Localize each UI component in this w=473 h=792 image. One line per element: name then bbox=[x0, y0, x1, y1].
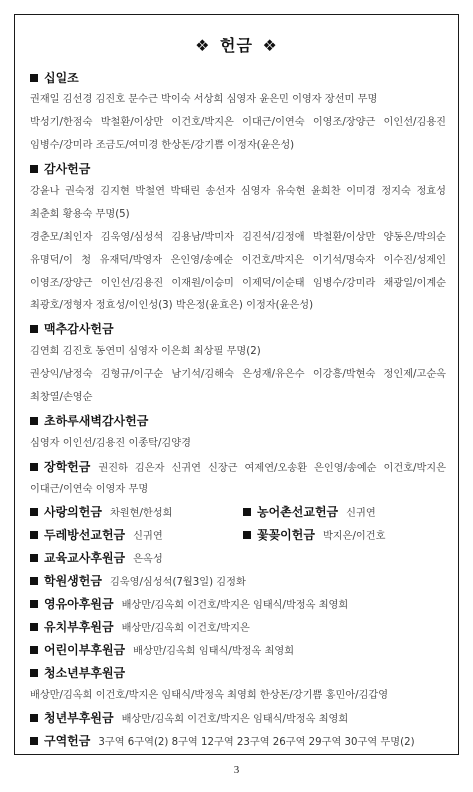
section-heading-dawn-thanksgiving bbox=[30, 410, 446, 433]
tithe-donors-line-1: 권재일 김선경 김진호 문수근 박이숙 서상희 심영자 윤은민 이영자 장선미 무명 bbox=[30, 94, 378, 106]
square-bullet-icon bbox=[30, 646, 38, 654]
section-teacher-support bbox=[30, 547, 446, 570]
section-love-offering bbox=[30, 501, 243, 524]
section-kindergarten-support bbox=[30, 616, 446, 639]
section-heading-label: 농어촌선교헌금 bbox=[257, 505, 339, 520]
section-young-adult-support bbox=[30, 707, 446, 730]
two-column-row bbox=[30, 501, 446, 524]
square-bullet-icon bbox=[30, 508, 38, 516]
offering-frame bbox=[14, 14, 459, 755]
square-bullet-icon bbox=[30, 623, 38, 631]
square-bullet-icon bbox=[30, 714, 38, 722]
section-heading-harvest-thanksgiving bbox=[30, 318, 446, 341]
section-heading-label: 어린이부후원금 bbox=[44, 642, 126, 657]
dawn-donors-line-1: 심영자 이인선/김용진 이종탁/김양경 bbox=[30, 437, 191, 449]
square-bullet-icon bbox=[243, 531, 251, 539]
section-children-support bbox=[30, 639, 446, 662]
durebang-mission-donors: 신귀연 bbox=[133, 531, 163, 543]
section-heading-label: 영유아후원금 bbox=[44, 596, 114, 611]
rural-mission-donors: 신귀연 bbox=[346, 508, 376, 520]
scholarship-donors-line-2: 이대근/이연숙 이영자 무명 bbox=[30, 483, 149, 495]
square-bullet-icon bbox=[30, 165, 38, 173]
section-durebang-mission bbox=[30, 524, 243, 547]
section-heading-label: 맥추감사헌금 bbox=[44, 322, 114, 337]
square-bullet-icon bbox=[243, 508, 251, 516]
section-academy-student bbox=[30, 570, 446, 593]
section-heading-label: 십일조 bbox=[44, 70, 79, 85]
square-bullet-icon bbox=[30, 74, 38, 82]
section-heading-tithe bbox=[30, 67, 446, 90]
thanksgiving-donors-line-1: 강윤나 권숙정 김지현 박철연 박태린 송선자 심영자 유숙현 윤희찬 이미경 정지숙 정효성 bbox=[30, 185, 446, 197]
two-column-row bbox=[30, 524, 446, 547]
offering-list bbox=[30, 67, 446, 754]
section-heading-label: 두레방선교헌금 bbox=[44, 528, 126, 543]
thanksgiving-donors-line-2: 최춘희 황용숙 무명(5) bbox=[30, 208, 130, 220]
square-bullet-icon bbox=[30, 737, 38, 745]
section-heading-label: 초하루새벽감사헌금 bbox=[44, 413, 149, 428]
flower-offering-donors: 박지은/이건호 bbox=[322, 531, 386, 543]
section-rural-mission bbox=[243, 501, 446, 524]
young-adult-support-donors: 배상만/김옥희 이건호/박지은 임태식/박정옥 최영희 bbox=[121, 714, 349, 726]
square-bullet-icon bbox=[30, 463, 38, 471]
section-scholarship bbox=[30, 456, 446, 479]
section-heading-label: 청소년부후원금 bbox=[44, 665, 126, 680]
section-heading-label: 구역헌금 bbox=[44, 734, 91, 749]
infant-support-donors: 배상만/김옥희 이건호/박지은 임태식/박정옥 최영희 bbox=[121, 599, 349, 611]
section-heading-label: 장학헌금 bbox=[44, 459, 91, 474]
square-bullet-icon bbox=[30, 554, 38, 562]
square-bullet-icon bbox=[30, 600, 38, 608]
love-offering-donors: 차원현/한성희 bbox=[109, 508, 173, 520]
section-heading-youth-support bbox=[30, 662, 446, 685]
square-bullet-icon bbox=[30, 417, 38, 425]
thanksgiving-donors-line-6: 최광호/정형자 정효성/이인성(3) 박은정(윤효은) 이정자(윤은성) bbox=[30, 300, 314, 312]
page-number: 3 bbox=[233, 764, 240, 776]
square-bullet-icon bbox=[30, 577, 38, 585]
thanksgiving-donors-line-3: 경춘모/최인자 김욱영/심성석 김용남/박미자 김진석/김정애 박철환/이상만 양동은/박의순 bbox=[30, 231, 446, 243]
section-heading-label: 교육교사후원금 bbox=[44, 551, 126, 566]
section-heading-thanksgiving bbox=[30, 158, 446, 181]
children-support-donors: 배상만/김옥희 임태식/박정옥 최영희 bbox=[133, 645, 295, 657]
section-infant-support bbox=[30, 593, 446, 616]
square-bullet-icon bbox=[30, 325, 38, 333]
thanksgiving-donors-line-4: 유명덕/이 청 유재덕/박영자 은인영/송예순 이건호/박지은 이기석/명숙자 이수진/성제인 bbox=[30, 254, 446, 266]
youth-support-donors-line-1: 배상만/김옥희 이건호/박지은 임태식/박정옥 최영희 한상돈/강기쁨 홍민아/김갑영 bbox=[30, 689, 389, 701]
section-heading-label: 꽃꽂이헌금 bbox=[257, 528, 315, 543]
harvest-donors-line-3: 최창열/손영순 bbox=[30, 391, 93, 403]
section-heading-label: 감사헌금 bbox=[44, 162, 91, 177]
tithe-donors-line-2: 박성기/한점숙 박철환/이상만 이건호/박지은 이대근/이연숙 이영조/장양근 이인선/김용진 bbox=[30, 117, 446, 129]
thanksgiving-donors-line-5: 이영조/장양근 이인선/김용진 이재원/이승미 이제덕/이순태 임병수/강미라 채광일/이계순 bbox=[30, 277, 446, 289]
scholarship-donors: 권진하 김은자 신귀연 신장근 여제연/오송환 은인영/송예순 이건호/박지은 bbox=[98, 462, 446, 474]
district-offering-list: 3구역 6구역(2) 8구역 12구역 23구역 26구역 29구역 30구역 무명(2) bbox=[98, 737, 415, 749]
section-heading-label: 유치부후원금 bbox=[44, 619, 114, 634]
section-district-offering bbox=[30, 730, 446, 753]
section-flower-offering bbox=[243, 524, 446, 547]
page-title: ❖ 헌금 ❖ bbox=[195, 36, 278, 55]
kindergarten-support-donors: 배상만/김옥희 이건호/박지은 bbox=[121, 622, 250, 634]
teacher-support-donors: 은옥성 bbox=[133, 554, 163, 566]
section-heading-label: 학원생헌금 bbox=[44, 574, 102, 589]
harvest-donors-line-1: 김연희 김진호 동연미 심영자 이은희 최상필 무명(2) bbox=[30, 346, 261, 358]
square-bullet-icon bbox=[30, 531, 38, 539]
academy-student-donors: 김욱영/심성석(7월3일) 김정화 bbox=[109, 577, 246, 589]
square-bullet-icon bbox=[30, 669, 38, 677]
harvest-donors-line-2: 권상익/남정숙 김형규/이구순 남기석/김해숙 은성재/유은수 이강흥/박현숙 정인제/고순옥 bbox=[30, 369, 446, 381]
section-heading-label: 사랑의헌금 bbox=[44, 505, 102, 520]
tithe-donors-line-3: 임병수/강미라 조금도/여미경 한상돈/강기쁨 이정자(윤은성) bbox=[30, 140, 295, 152]
section-heading-label: 청년부후원금 bbox=[44, 711, 114, 726]
